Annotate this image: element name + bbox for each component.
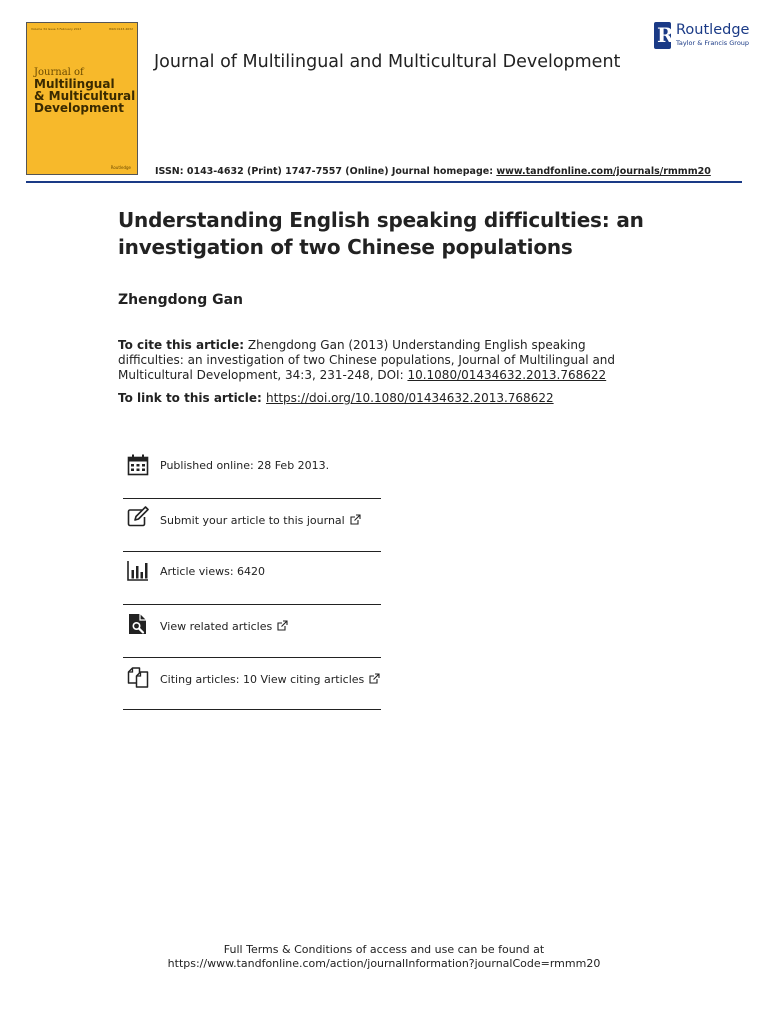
cover-issn-text: ISSN 0143-4632	[108, 27, 133, 31]
cover-title-line3: & Multicultural	[34, 89, 136, 103]
routledge-mark-letter: R	[657, 23, 674, 47]
article-doi-link[interactable]: https://doi.org/10.1080/01434632.2013.768622	[266, 391, 554, 405]
cover-title-line4: Development	[34, 101, 124, 115]
bar-chart-icon	[127, 560, 149, 582]
routledge-subtitle: Taylor & Francis Group	[676, 39, 750, 47]
views-row	[123, 552, 381, 605]
related-row[interactable]	[123, 605, 381, 658]
citing-text: Citing articles: 10 View citing articles	[160, 673, 365, 686]
citation-doi-link[interactable]: 10.1080/01434632.2013.768622	[407, 368, 607, 382]
citing-row[interactable]	[123, 658, 381, 710]
journal-cover	[26, 22, 138, 175]
routledge-name: Routledge	[676, 22, 750, 38]
cover-publisher: Routledge	[110, 165, 131, 170]
external-link-icon	[277, 620, 288, 631]
cover-issue-line	[31, 27, 133, 33]
citing-documents-icon	[127, 666, 149, 688]
cover-title-line1: Journal of	[34, 67, 84, 78]
link-label: To link to this article:	[118, 391, 267, 405]
article-title: Understanding English speaking difficulties: an investigation of two Chinese populations	[118, 208, 644, 259]
article-author: Zhengdong Gan	[118, 292, 244, 308]
external-link-icon	[369, 673, 380, 684]
cover-issue-text: Volume 34 Issue 3 February 2013	[31, 27, 82, 31]
submit-link[interactable]	[160, 514, 361, 527]
cover-title-line2: Multilingual	[34, 77, 115, 91]
citing-articles-link[interactable]	[160, 673, 380, 686]
edit-icon	[127, 506, 149, 528]
journal-homepage-link[interactable]: www.tandfonline.com/journals/rmmm20	[496, 166, 711, 177]
document-search-icon	[127, 613, 149, 635]
citation-label: To cite this article:	[118, 338, 245, 352]
terms-footer	[0, 943, 768, 971]
related-articles-link[interactable]	[160, 620, 288, 633]
routledge-mark	[654, 22, 674, 49]
submit-row[interactable]	[123, 499, 381, 552]
terms-url[interactable]: https://www.tandfonline.com/action/journalInformation?journalCode=rmmm20	[167, 957, 601, 970]
related-text: View related articles	[160, 620, 273, 633]
calendar-icon	[127, 454, 149, 476]
submit-text: Submit your article to this journal	[160, 514, 345, 527]
article-link-line	[118, 391, 554, 405]
terms-line1: Full Terms & Conditions of access and use can be found at	[223, 943, 545, 956]
issn-text: ISSN: 0143-4632 (Print) 1747-7557 (Online) Journal homepage:	[155, 166, 497, 177]
citation-text: Zhengdong Gan (2013) Understanding English speaking difficulties: an investigation of two Chinese populations, Journal of Multilingual and Multicultural Development, 34:3, 231-248, DOI:	[118, 338, 616, 382]
published-row	[123, 452, 381, 499]
external-link-icon	[350, 514, 361, 525]
journal-title: Journal of Multilingual and Multicultural Development	[154, 52, 621, 72]
routledge-logo	[654, 22, 750, 50]
views-text: Article views: 6420	[160, 565, 266, 578]
published-text: Published online: 28 Feb 2013.	[160, 459, 330, 472]
header-divider	[26, 181, 742, 183]
issn-line	[155, 166, 711, 177]
citation-block	[118, 338, 618, 383]
row-divider	[123, 709, 381, 710]
